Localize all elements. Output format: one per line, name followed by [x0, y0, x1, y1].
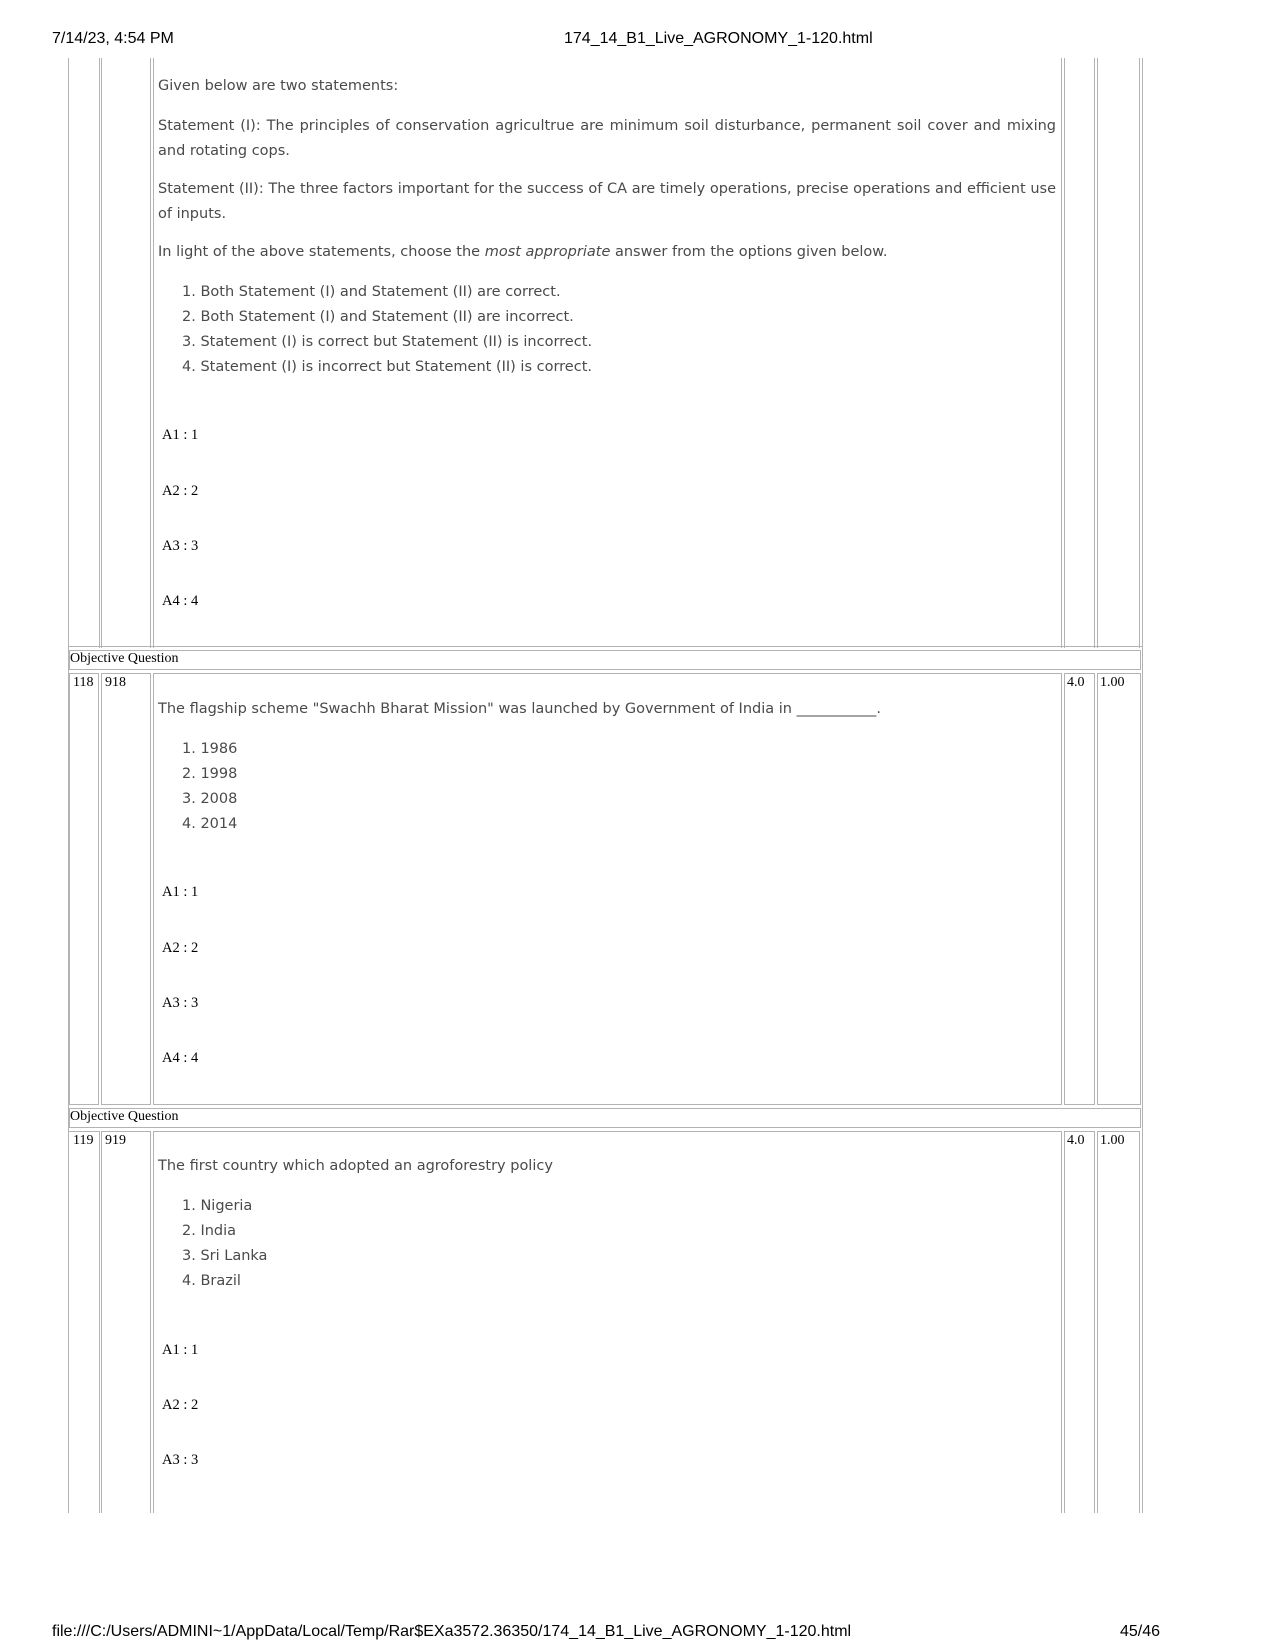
question-id: 918 [105, 675, 126, 690]
option-item: 2. Both Statement (I) and Statement (II) are incorrect. [182, 309, 574, 325]
q117-answer-2: A2 : 2 [162, 483, 199, 499]
q117-answer-4: A4 : 4 [162, 593, 199, 609]
q118-answer-2: A2 : 2 [162, 940, 199, 956]
q118-answer-4: A4 : 4 [162, 1050, 199, 1066]
print-file-path: file:///C:/Users/ADMINI~1/AppData/Local/Temp/Rar$EXa3572.36350/174_14_B1_Live_AGRONOMY_1-120.html [52, 1623, 852, 1640]
option-item: 4. Statement (I) is incorrect but Statement (II) is correct. [182, 359, 592, 375]
q119-options [182, 1194, 267, 1294]
q117-statement-2: Statement (II): The three factors important for the success of CA are timely operations, precise operations and efficient use of inputs. [158, 181, 1056, 222]
marks: 4.0 [1067, 675, 1085, 690]
marks: 4.0 [1067, 1133, 1085, 1148]
section-label: Objective Question [70, 651, 179, 666]
q118-options [182, 737, 237, 837]
question-id: 919 [105, 1133, 126, 1148]
q119-answer-1: A1 : 1 [162, 1342, 199, 1358]
serial-number: 118 [73, 675, 94, 690]
serial-number: 119 [73, 1133, 94, 1148]
option-item: 3. 2008 [182, 791, 238, 807]
q117-intro: Given below are two statements: [158, 78, 399, 94]
page-number: 45/46 [1120, 1623, 1161, 1640]
q119-answer-3: A3 : 3 [162, 1452, 199, 1468]
option-item: 3. Statement (I) is correct but Statement (II) is incorrect. [182, 334, 592, 350]
option-item: 4. Brazil [182, 1273, 241, 1289]
section-label: Objective Question [70, 1109, 179, 1124]
option-item: 2. India [182, 1223, 237, 1239]
q119-question: The first country which adopted an agroforestry policy [158, 1158, 553, 1174]
q117-options [182, 280, 592, 380]
option-item: 3. Sri Lanka [182, 1248, 268, 1264]
print-datetime: 7/14/23, 4:54 PM [52, 30, 174, 47]
q118-answer-1: A1 : 1 [162, 884, 199, 900]
negative-marks: 1.00 [1100, 675, 1125, 690]
option-item: 4. 2014 [182, 816, 238, 832]
q118-answer-3: A3 : 3 [162, 995, 199, 1011]
q117-statement-1: Statement (I): The principles of conservation agricultrue are minimum soil disturbance, permanent soil cover and mixing and rotating cops. [158, 118, 1056, 159]
q119-answer-2: A2 : 2 [162, 1397, 199, 1413]
option-item: 2. 1998 [182, 766, 238, 782]
q117-answer-1: A1 : 1 [162, 427, 199, 443]
q117-answer-3: A3 : 3 [162, 538, 199, 554]
print-filename: 174_14_B1_Live_AGRONOMY_1-120.html [564, 30, 873, 47]
option-item: 1. 1986 [182, 741, 238, 757]
q117-instruction: In light of the above statements, choose the most appropriate answer from the options given below. [158, 244, 888, 260]
option-item: 1. Both Statement (I) and Statement (II) are correct. [182, 284, 561, 300]
option-item: 1. Nigeria [182, 1198, 253, 1214]
q118-question: The flagship scheme "Swachh Bharat Mission" was launched by Government of India in ___________. [158, 701, 881, 717]
negative-marks: 1.00 [1100, 1133, 1125, 1148]
